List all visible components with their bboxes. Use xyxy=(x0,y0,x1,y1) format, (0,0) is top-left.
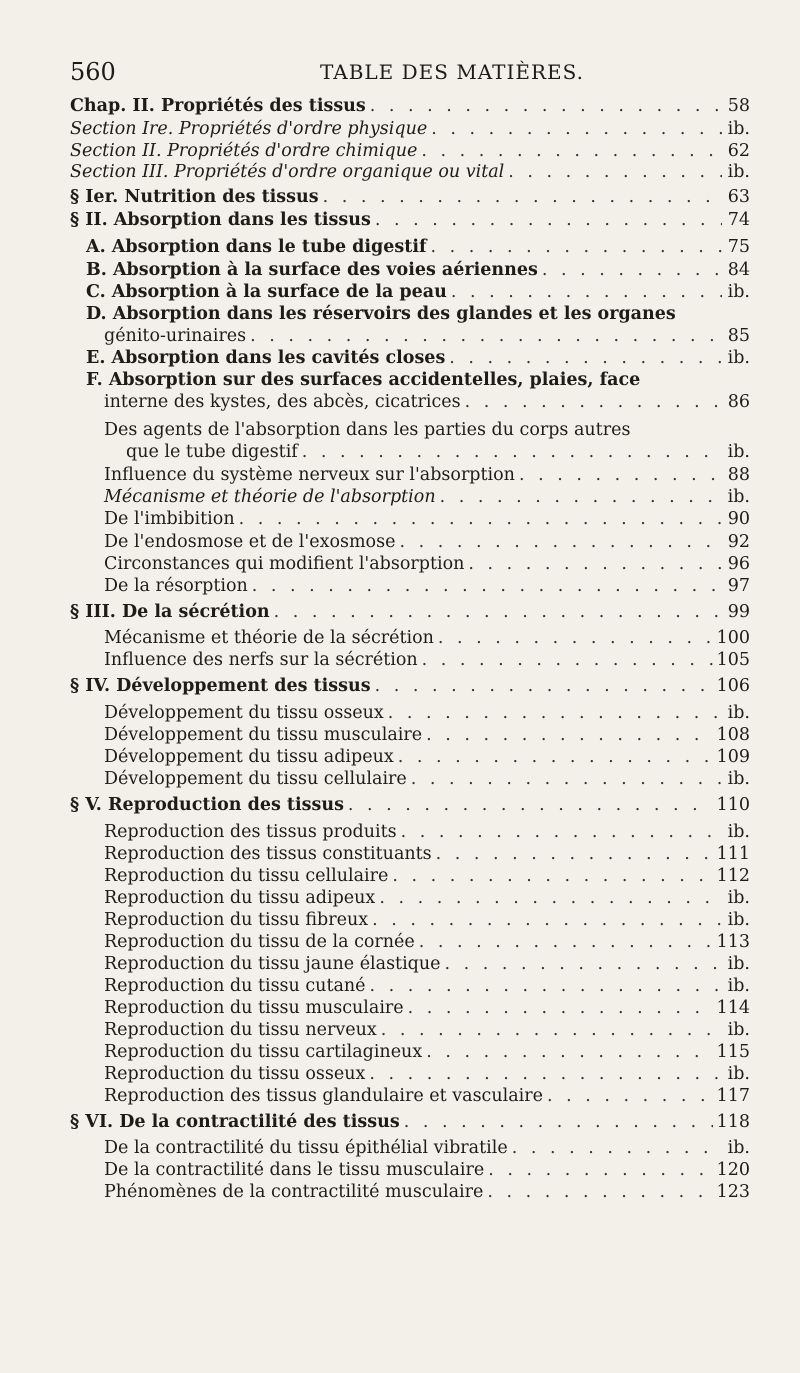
toc-entry xyxy=(104,865,750,887)
toc-entry xyxy=(104,486,750,508)
toc-entry-page: 106 xyxy=(716,676,750,696)
leader-dots xyxy=(239,508,722,530)
toc-entry xyxy=(104,1181,750,1203)
toc-entry xyxy=(104,419,630,441)
toc-entry-label: § IV. Développement des tissus xyxy=(70,676,371,696)
toc-entry-label: § II. Absorption dans les tissus xyxy=(70,210,371,230)
toc-entry-page: 96 xyxy=(727,554,750,574)
toc-entry xyxy=(70,95,750,117)
toc-entry-page: ib. xyxy=(727,119,750,139)
toc-entry xyxy=(104,953,750,975)
toc-entry xyxy=(104,821,750,843)
toc-entry-label: A. Absorption dans le tube digestif xyxy=(86,237,427,257)
toc-entry xyxy=(104,531,750,553)
toc-entry xyxy=(104,724,750,746)
toc-entry-label: D. Absorption dans les réservoirs des glandes et les organes xyxy=(86,304,676,324)
toc-entry-label: De la contractilité du tissu épithélial vibratile xyxy=(104,1138,508,1158)
toc-entry-label: Reproduction du tissu adipeux xyxy=(104,888,376,908)
toc-entry-label: § III. De la sécrétion xyxy=(70,602,270,622)
toc-entry-page: ib. xyxy=(727,282,750,302)
toc-entry xyxy=(70,601,750,623)
leader-dots xyxy=(438,627,713,649)
leader-dots xyxy=(370,975,722,997)
leader-dots xyxy=(369,1063,722,1085)
toc-entry-label: Des agents de l'absorption dans les parties du corps autres xyxy=(104,420,631,440)
toc-entry-label: De l'endosmose et de l'exosmose xyxy=(104,532,396,552)
toc-entry-page: 114 xyxy=(716,998,750,1018)
toc-entry xyxy=(104,746,750,768)
toc-entry-page: 123 xyxy=(716,1182,750,1202)
leader-dots xyxy=(398,746,713,768)
toc-entry xyxy=(104,1063,750,1085)
toc-entry-page: 74 xyxy=(727,210,750,230)
toc-entry xyxy=(104,1137,750,1159)
toc-entry-page: 109 xyxy=(716,747,750,767)
toc-entry-label: Reproduction du tissu cartilagineux xyxy=(104,1042,423,1062)
leader-dots xyxy=(487,1181,712,1203)
toc-entry xyxy=(126,441,750,463)
leader-dots xyxy=(431,118,722,140)
toc-entry-label: Phénomènes de la contractilité musculaire xyxy=(104,1182,484,1202)
toc-entry xyxy=(70,675,750,697)
toc-entry xyxy=(70,209,750,231)
toc-entry xyxy=(104,575,750,597)
toc-entry xyxy=(86,259,750,281)
toc-entry-page: 92 xyxy=(727,532,750,552)
toc-entry xyxy=(104,391,750,413)
leader-dots xyxy=(381,1019,722,1041)
toc-entry-page: 62 xyxy=(727,141,750,161)
toc-entry-label: § V. Reproduction des tissus xyxy=(70,795,344,815)
leader-dots xyxy=(375,209,722,231)
toc-entry-page: ib. xyxy=(727,442,750,462)
leader-dots xyxy=(436,843,713,865)
toc-entry-label: Section II. Propriétés d'ordre chimique xyxy=(70,141,418,161)
toc-entry xyxy=(104,768,750,790)
toc-entry-label: Reproduction des tissus glandulaire et vasculaire xyxy=(104,1086,543,1106)
toc-entry-page: ib. xyxy=(727,1064,750,1084)
leader-dots xyxy=(411,768,722,790)
leader-dots xyxy=(274,601,722,623)
toc-entry-page: 99 xyxy=(727,602,750,622)
toc-entry xyxy=(86,303,676,325)
toc-entry xyxy=(104,702,750,724)
toc-entry-page: 97 xyxy=(727,576,750,596)
toc-entry-label: C. Absorption à la surface de la peau xyxy=(86,282,447,302)
toc-entry xyxy=(70,118,750,140)
toc-entry-label: Reproduction du tissu de la cornée xyxy=(104,932,415,952)
toc-entry-page: ib. xyxy=(727,1138,750,1158)
leader-dots xyxy=(451,281,722,303)
toc-entry-page: 58 xyxy=(727,96,750,116)
toc-entry-label: Mécanisme et théorie de l'absorption xyxy=(104,487,436,507)
toc-entry-page: ib. xyxy=(727,348,750,368)
leader-dots xyxy=(512,1137,722,1159)
leader-dots xyxy=(392,865,712,887)
toc-entry xyxy=(86,347,750,369)
toc-entry-page: ib. xyxy=(727,703,750,723)
toc-entry-page: ib. xyxy=(727,487,750,507)
toc-entry xyxy=(104,1041,750,1063)
toc-entry-label: Développement du tissu adipeux xyxy=(104,747,394,767)
page-number: 560 xyxy=(70,58,116,86)
leader-dots xyxy=(388,702,722,724)
toc-entry-label: Reproduction du tissu jaune élastique xyxy=(104,954,441,974)
toc-entry xyxy=(104,627,750,649)
toc-entry-label: Influence des nerfs sur la sécrétion xyxy=(104,650,418,670)
running-title: TABLE DES MATIÈRES. xyxy=(320,60,584,84)
toc-entry-label: Influence du système nerveux sur l'absorption xyxy=(104,465,515,485)
toc-entry xyxy=(104,649,750,671)
leader-dots xyxy=(370,95,722,117)
toc-entry-page: ib. xyxy=(727,769,750,789)
toc-entry-page: 84 xyxy=(727,260,750,280)
toc-entry xyxy=(104,553,750,575)
toc-entry-page: 86 xyxy=(727,392,750,412)
toc-entry-label: Section III. Propriétés d'ordre organique ou vital xyxy=(70,162,505,182)
toc-entry-page: ib. xyxy=(727,888,750,908)
page-header xyxy=(70,58,750,92)
toc-entry-page: 115 xyxy=(716,1042,750,1062)
leader-dots xyxy=(488,1159,712,1181)
leader-dots xyxy=(375,675,713,697)
leader-dots xyxy=(419,931,713,953)
leader-dots xyxy=(348,794,713,816)
toc-entry-label: Reproduction du tissu nerveux xyxy=(104,1020,377,1040)
toc-entry-page: 111 xyxy=(716,844,750,864)
leader-dots xyxy=(422,649,713,671)
toc-entry-label: Reproduction du tissu osseux xyxy=(104,1064,366,1084)
leader-dots xyxy=(508,161,722,183)
toc-entry-page: 88 xyxy=(727,465,750,485)
toc-entry-label: De la résorption xyxy=(104,576,248,596)
toc-entry-label: Reproduction des tissus constituants xyxy=(104,844,432,864)
leader-dots xyxy=(431,236,722,258)
leader-dots xyxy=(465,391,722,413)
leader-dots xyxy=(445,953,722,975)
toc-entry-label: § VI. De la contractilité des tissus xyxy=(70,1112,400,1132)
leader-dots xyxy=(399,531,722,553)
toc-entry-page: 110 xyxy=(716,795,750,815)
toc-entry-label: De la contractilité dans le tissu musculaire xyxy=(104,1160,485,1180)
leader-dots xyxy=(468,553,722,575)
toc-entry-page: 90 xyxy=(727,509,750,529)
leader-dots xyxy=(404,1111,713,1133)
toc-entry-page: 75 xyxy=(727,237,750,257)
toc-entry xyxy=(70,140,750,162)
toc-entry xyxy=(104,909,750,931)
toc-entry xyxy=(70,1111,750,1133)
leader-dots xyxy=(440,486,722,508)
leader-dots xyxy=(449,347,722,369)
toc-entry-page: ib. xyxy=(727,910,750,930)
toc-entry xyxy=(104,1019,750,1041)
leader-dots xyxy=(421,140,722,162)
toc-entry-label: Reproduction du tissu musculaire xyxy=(104,998,404,1018)
leader-dots xyxy=(519,464,722,486)
toc-entry-page: 108 xyxy=(716,725,750,745)
toc-entry-label: Reproduction des tissus produits xyxy=(104,822,397,842)
toc-entry-page: 63 xyxy=(727,187,750,207)
toc-entry xyxy=(70,186,750,208)
toc-entry-label: Développement du tissu musculaire xyxy=(104,725,423,745)
toc-entry-page: 113 xyxy=(716,932,750,952)
toc-entry-page: ib. xyxy=(727,162,750,182)
toc-entry xyxy=(86,236,750,258)
leader-dots xyxy=(323,186,722,208)
toc-entry-label: F. Absorption sur des surfaces accidentelles, plaies, face xyxy=(86,370,641,390)
toc-entry-page: 85 xyxy=(727,326,750,346)
leader-dots xyxy=(302,441,722,463)
leader-dots xyxy=(426,724,713,746)
toc-entry-page: ib. xyxy=(727,954,750,974)
toc-entry-label: interne des kystes, des abcès, cicatrices xyxy=(104,392,461,412)
leader-dots xyxy=(372,909,722,931)
toc-entry-label: que le tube digestif xyxy=(126,442,298,462)
toc-entry-label: De l'imbibition xyxy=(104,509,235,529)
toc-entry-page: 100 xyxy=(716,628,750,648)
toc-entry-page: 120 xyxy=(716,1160,750,1180)
leader-dots xyxy=(408,997,713,1019)
toc-entry xyxy=(86,369,640,391)
leader-dots xyxy=(426,1041,712,1063)
toc-entry xyxy=(104,975,750,997)
toc-entry xyxy=(70,161,750,183)
toc-entry xyxy=(104,843,750,865)
leader-dots xyxy=(547,1085,713,1107)
leader-dots xyxy=(250,325,722,347)
toc-entry-label: B. Absorption à la surface des voies aériennes xyxy=(86,260,538,280)
toc-entry-page: 118 xyxy=(716,1112,750,1132)
toc-entry-label: Reproduction du tissu cellulaire xyxy=(104,866,389,886)
toc-entry xyxy=(104,887,750,909)
toc-entry-page: ib. xyxy=(727,976,750,996)
toc-entry-label: Développement du tissu cellulaire xyxy=(104,769,407,789)
toc-entry-label: E. Absorption dans les cavités closes xyxy=(86,348,446,368)
toc-entry-label: Reproduction du tissu fibreux xyxy=(104,910,369,930)
toc-entry-label: Mécanisme et théorie de la sécrétion xyxy=(104,628,434,648)
toc-entry xyxy=(104,325,750,347)
toc-entry-page: ib. xyxy=(727,1020,750,1040)
toc-entry-page: 105 xyxy=(716,650,750,670)
toc-entry-label: § Ier. Nutrition des tissus xyxy=(70,187,319,207)
leader-dots xyxy=(252,575,722,597)
toc-entry-label: Reproduction du tissu cutané xyxy=(104,976,366,996)
toc-entry xyxy=(70,794,750,816)
toc-entry-page: 117 xyxy=(716,1086,750,1106)
toc-entry-label: Chap. II. Propriétés des tissus xyxy=(70,96,366,116)
toc-entry xyxy=(104,931,750,953)
toc-entry xyxy=(104,1159,750,1181)
toc-entry xyxy=(104,464,750,486)
toc-entry xyxy=(104,508,750,530)
toc-entry xyxy=(104,997,750,1019)
toc-entry-label: génito-urinaires xyxy=(104,326,247,346)
toc-entry xyxy=(104,1085,750,1107)
toc-entry-page: 112 xyxy=(716,866,750,886)
toc-entry xyxy=(86,281,750,303)
leader-dots xyxy=(379,887,722,909)
leader-dots xyxy=(542,259,722,281)
toc-entry-page: ib. xyxy=(727,822,750,842)
toc-entry-label: Développement du tissu osseux xyxy=(104,703,384,723)
toc-entry-label: Circonstances qui modifient l'absorption xyxy=(104,554,465,574)
leader-dots xyxy=(401,821,722,843)
toc-entry-label: Section Ire. Propriétés d'ordre physique xyxy=(70,119,428,139)
